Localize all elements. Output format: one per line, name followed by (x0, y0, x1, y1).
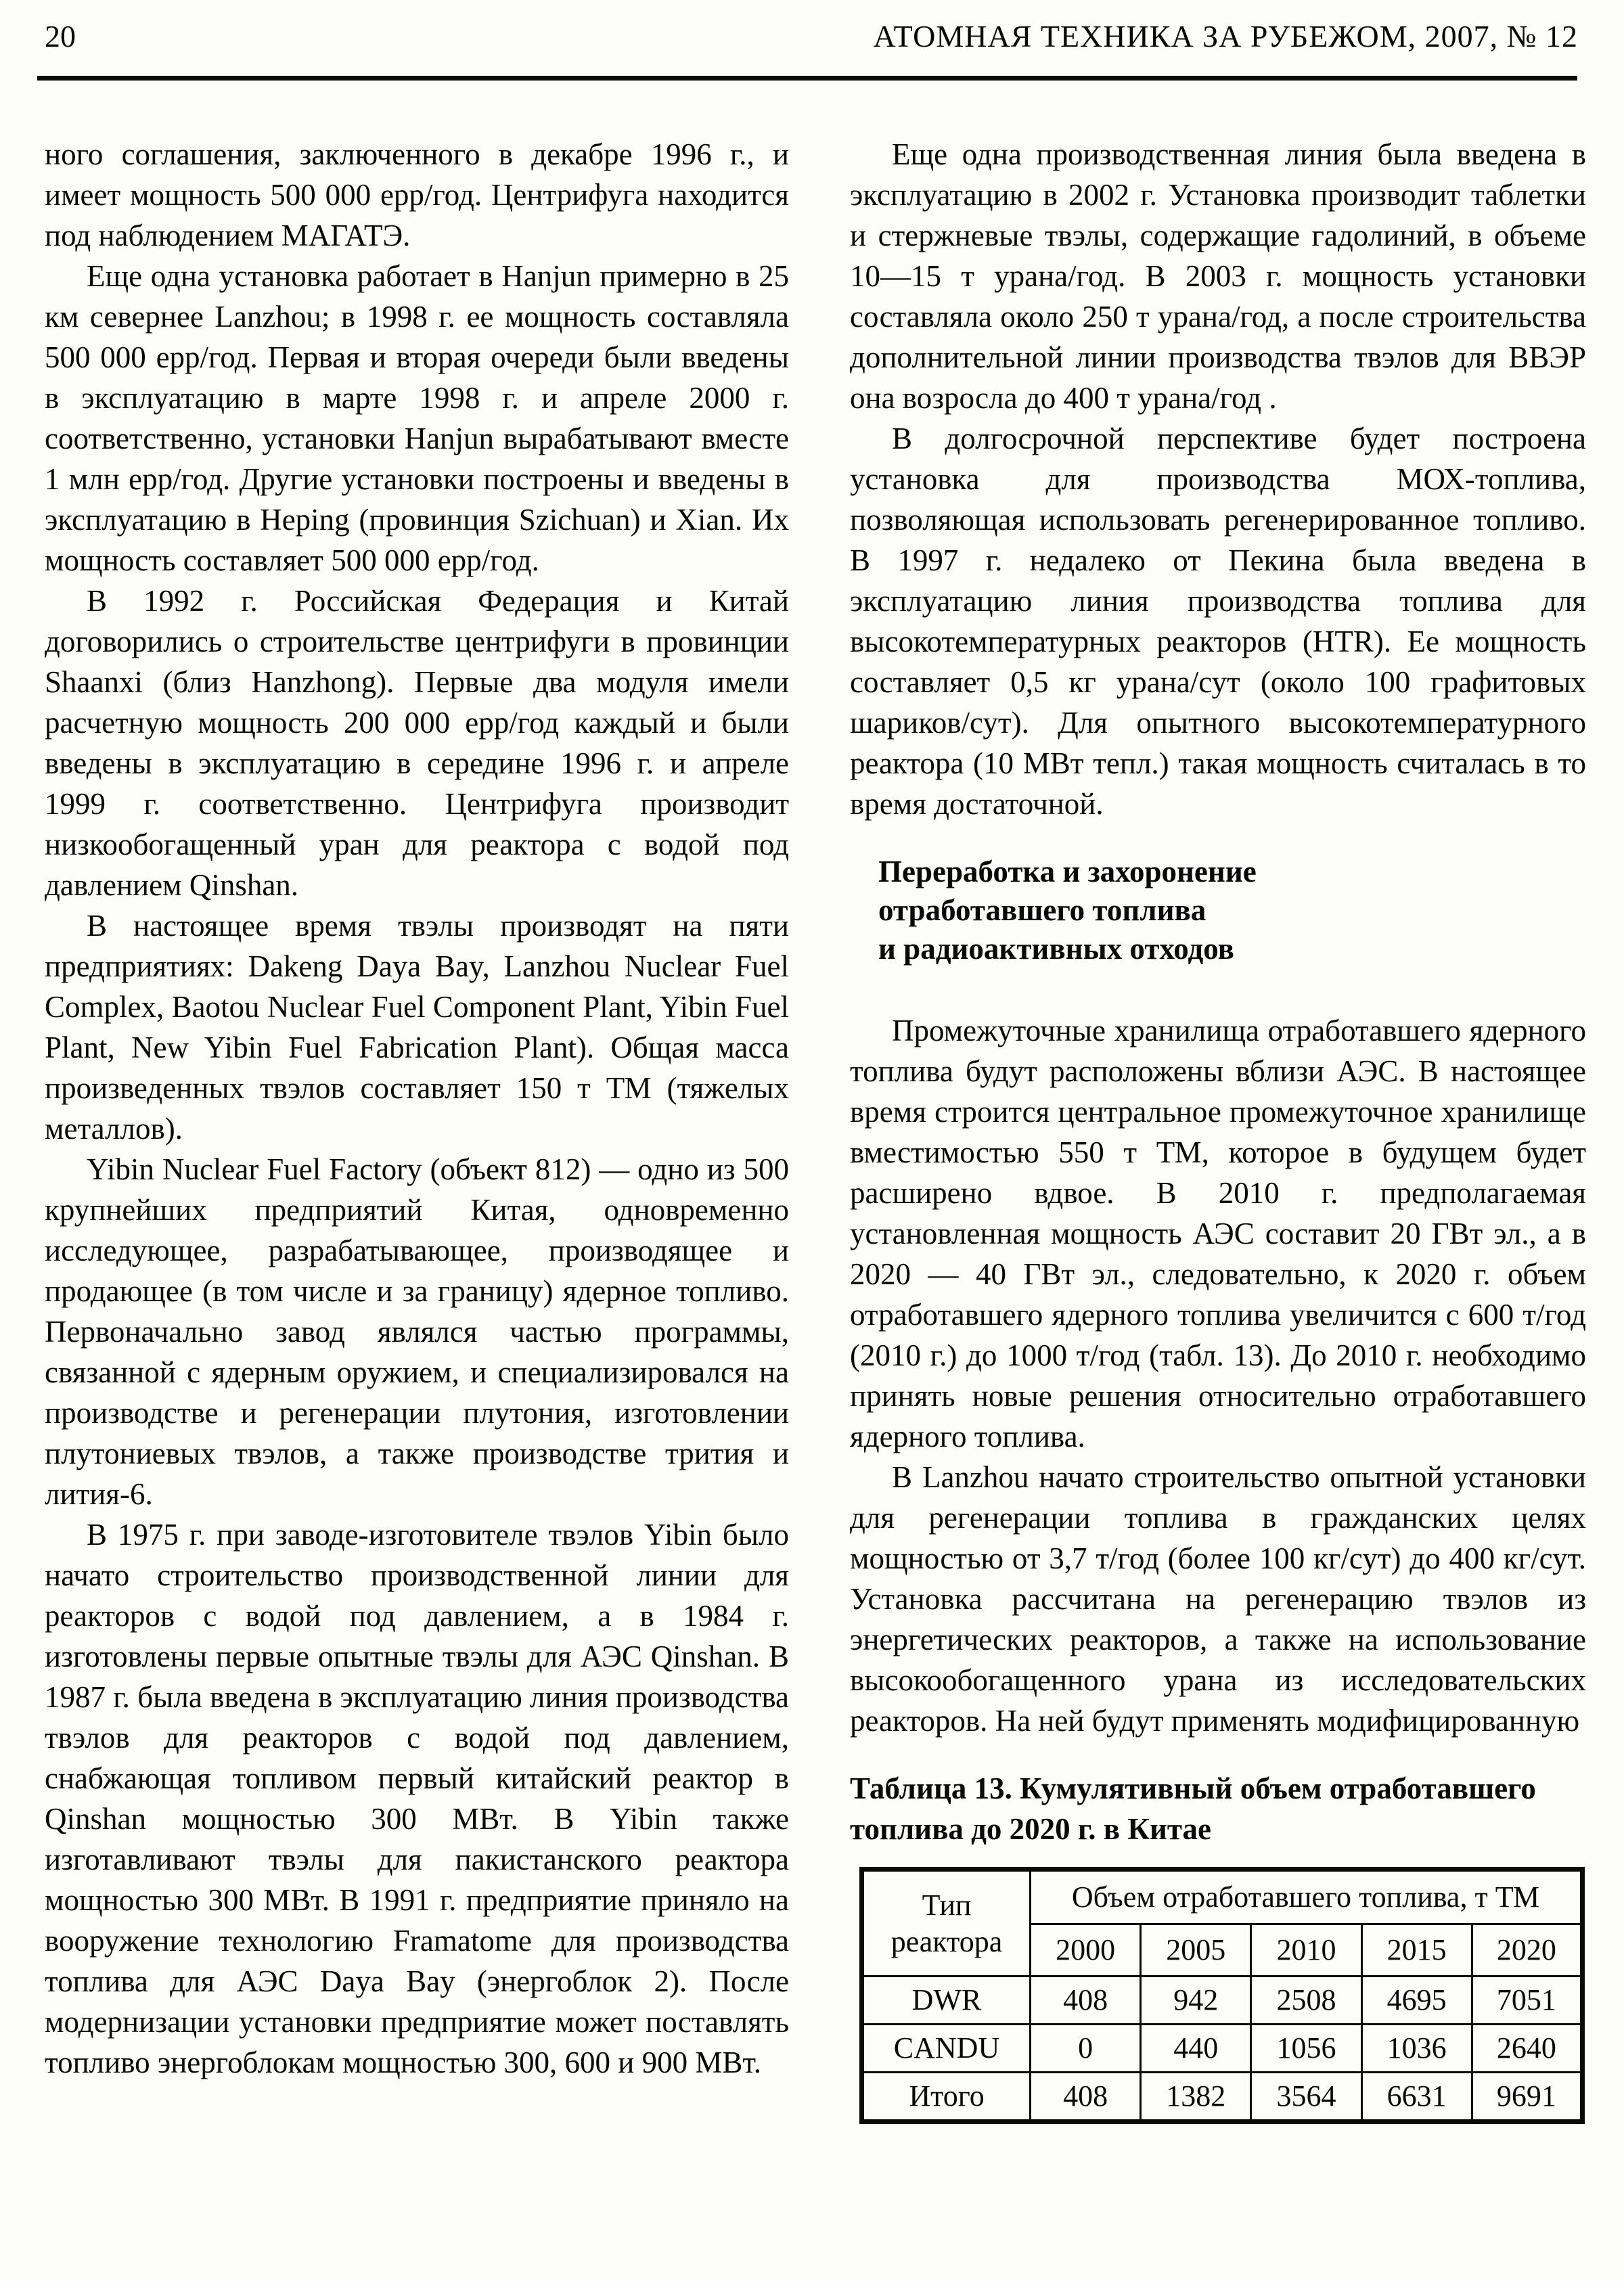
table-row-label: DWR (862, 1977, 1031, 2025)
table-cell: 1382 (1141, 2073, 1251, 2122)
table-year-header: 2000 (1031, 1924, 1141, 1977)
table-cell: 408 (1031, 1977, 1141, 2025)
spent-fuel-table (859, 1867, 1585, 2124)
page-number: 20 (45, 19, 76, 53)
table-row-label: CANDU (862, 2025, 1031, 2073)
table-cell: 440 (1141, 2025, 1251, 2073)
table-year-header: 2015 (1361, 1924, 1472, 1977)
paragraph: Еще одна установка работает в Hanjun примерно в 25 км севернее Lanzhou; в 1998 г. ее мощность составляла 500 000 epp/год. Первая и вторая очереди были введены в эксплуатацию в марте 1998 г. и апреле 2000 г. соответственно, установки Hanjun вырабатывают вместе 1 млн epp/год. Другие установки построены и введены в эксплуатацию в Heping (провинция Szichuan) и Xian. Их мощность составляет 500 000 epp/год. (45, 259, 789, 577)
paragraph-continuation: ного соглашения, заключенного в декабре 1996 г., и имеет мощность 500 000 epp/год. Центрифуга находится под наблюдением МАГАТЭ. (45, 137, 789, 252)
paragraph: В настоящее время твэлы производят на пяти предприятиях: Dakeng Daya Bay, Lanzhou Nuclear Fuel Complex, Baotou Nuclear Fuel Component Plant, Yibin Fuel Plant, New Yibin Fuel Fabrication Plant). Общая масса произведенных твэлов составляет 150 т ТМ (тяжелых металлов). (45, 909, 789, 1146)
table-cell: 9691 (1472, 2073, 1582, 2122)
table-year-header: 2005 (1141, 1924, 1251, 1977)
section-heading-line: и радиоактивных отходов (878, 932, 1234, 966)
paragraph: Еще одна производственная линия была введена в эксплуатацию в 2002 г. Установка производит таблетки и стержневые твэлы, содержащие гадолиний, в объеме 10—15 т урана/год. В 2003 г. мощность установки составляла около 250 т урана/год, а после строительства дополнительной линии производства твэлов для ВВЭР она возросла до 400 т урана/год . (850, 137, 1586, 415)
table-caption: Таблица 13. Кумулятивный объем отработавшего топлива до 2020 г. в Китае (850, 1771, 1536, 1846)
section-heading (878, 853, 1586, 968)
table-cell: 0 (1031, 2025, 1141, 2073)
table-cell: 408 (1031, 2073, 1141, 2122)
left-column (45, 134, 789, 2083)
paragraph: В долгосрочной перспективе будет построена установка для производства МОХ-топлива, позволяющая использовать регенерированное топливо. В 1997 г. недалеко от Пекина была введена в эксплуатацию линия производства топлива для высокотемпературных реакторов (HTR). Ее мощность составляет 0,5 кг урана/сут (около 100 графитовых шариков/сут). Для опытного высокотемпературного реактора (10 МВт тепл.) такая мощность считалась в то время достаточной. (850, 422, 1586, 821)
table-group-header: Объем отработавшего топлива, т ТМ (1031, 1870, 1583, 1924)
table-cell: 2640 (1472, 2025, 1582, 2073)
table-cell: 4695 (1361, 1977, 1472, 2025)
table-row-label: Итого (862, 2073, 1031, 2122)
table-row (862, 2025, 1583, 2073)
paragraph: Yibin Nuclear Fuel Factory (объект 812) — одно из 500 крупнейших предприятий Китая, одновременно исследующее, разрабатывающее, производящее и продающее (в том числе и за границу) ядерное топливо. Первоначально завод являлся частью программы, связанной с ядерным оружием, и специализировался на производстве и регенерации плутония, изготовлении плутониевых твэлов, а также производстве трития и лития-6. (45, 1152, 789, 1511)
section-heading-line: Переработка и захоронение (878, 855, 1257, 888)
header-divider-rule (37, 76, 1577, 81)
section-heading-line: отработавшего топлива (878, 893, 1206, 927)
table-year-header: 2010 (1251, 1924, 1361, 1977)
table-cell: 1056 (1251, 2025, 1361, 2073)
table-cell: 7051 (1472, 1977, 1582, 2025)
paragraph: В 1975 г. при заводе-изготовителе твэлов Yibin было начато строительство производственной линии для реакторов с водой под давлением, а в 1984 г. изготовлены первые опытные твэлы для АЭС Qinshan. В 1987 г. была введена в эксплуатацию линия производства твэлов для реакторов с водой под давлением, снабжающая топливом первый китайский реактор в Qinshan мощностью 300 МВт. В Yibin также изготавливают твэлы для пакистанского реактора мощностью 300 МВт. В 1991 г. предприятие приняло на вооружение технологию Framatome для производства топлива для АЭС Daya Bay (энергоблок 2). После модернизации установки предприятие может поставлять топливо энергоблокам мощностью 300, 600 и 900 МВт. (45, 1518, 789, 2079)
paragraph: В Lanzhou начато строительство опытной установки для регенерации топлива в гражданских целях мощностью от 3,7 т/год (более 100 кг/сут) до 400 кг/сут. Установка рассчитана на регенерацию твэлов из энергетических реакторов, а также на использование высокообогащенного урана из исследовательских реакторов. На ней будут применять модифицированную (850, 1460, 1586, 1738)
table-cell: 6631 (1361, 2073, 1472, 2122)
table-cell: 942 (1141, 1977, 1251, 2025)
journal-header-title: АТОМНАЯ ТЕХНИКА ЗА РУБЕЖОМ, 2007, № 12 (873, 19, 1578, 53)
table-header-row (862, 1870, 1583, 1924)
paragraph: Промежуточные хранилища отработавшего ядерного топлива будут расположены вблизи АЭС. В настоящее время строится центральное промежуточное хранилище вместимостью 550 т ТМ, которое в будущем будет расширено вдвое. В 2010 г. предполагаемая установленная мощность АЭС составит 20 ГВт эл., а в 2020 — 40 ГВт эл., следовательно, к 2020 г. объем отработавшего ядерного топлива увеличится с 600 т/год (2010 г.) до 1000 т/год (табл. 13). До 2010 г. необходимо принять новые решения относительно отработавшего ядерного топлива. (850, 1014, 1586, 1453)
table-row-total (862, 2073, 1583, 2122)
right-column (850, 134, 1586, 2124)
table-cell: 2508 (1251, 1977, 1361, 2025)
table-row (862, 1977, 1583, 2025)
table-year-header: 2020 (1472, 1924, 1582, 1977)
table-cell: 3564 (1251, 2073, 1361, 2122)
paragraph: В 1992 г. Российская Федерация и Китай договорились о строительстве центрифуги в провинции Shaanxi (близ Hanzhong). Первые два модуля имели расчетную мощность 200 000 epp/год каждый и были введены в эксплуатацию в середине 1996 г. и апреле 1999 г. соответственно. Центрифуга производит низкообогащенный уран для реактора с водой под давлением Qinshan. (45, 584, 789, 902)
table-corner-header: Тип реактора (862, 1870, 1031, 1977)
table-cell: 1036 (1361, 2025, 1472, 2073)
